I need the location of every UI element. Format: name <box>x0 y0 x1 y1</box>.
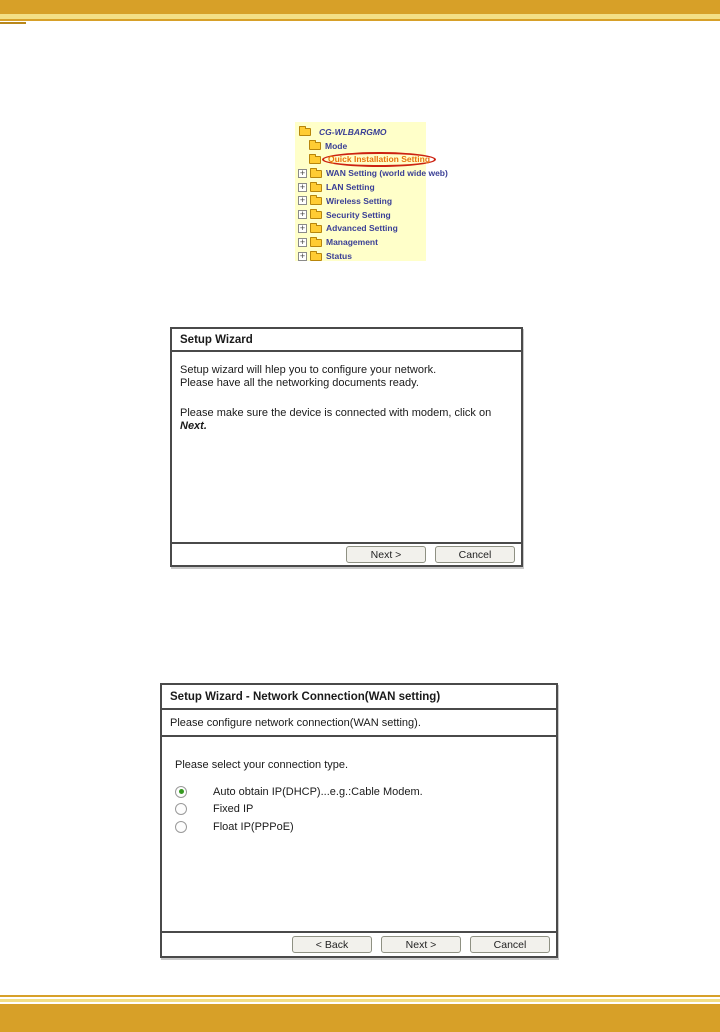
tree-item-lan-setting[interactable] <box>298 180 426 194</box>
radio-0[interactable] <box>175 786 187 798</box>
dialog-button-bar <box>162 931 556 956</box>
top-thin-line <box>0 19 720 21</box>
bottom-gold-bar <box>0 1004 720 1032</box>
tree-item-advanced-setting[interactable] <box>298 222 426 236</box>
radio-1[interactable] <box>175 803 187 815</box>
folder-icon <box>310 197 322 205</box>
next-button[interactable]: Next > <box>381 936 461 953</box>
bottom-thin-line <box>0 995 720 997</box>
body-line-3 <box>180 407 513 433</box>
top-left-dash <box>0 22 26 24</box>
option-row-pppoe <box>175 818 548 836</box>
tree-item-label: Advanced Setting <box>326 223 398 234</box>
dialog-body <box>172 354 521 542</box>
top-gold-bar <box>0 0 720 14</box>
tree-root-label: CG-WLBARGMO <box>319 126 387 137</box>
body-line-3-text: Please make sure the device is connected with modem, click on <box>180 407 492 419</box>
expand-plus-icon[interactable]: + <box>299 222 306 233</box>
folder-icon <box>310 239 322 247</box>
folder-icon <box>310 253 322 261</box>
option-row-fixed-ip <box>175 801 548 819</box>
folder-icon <box>310 184 322 192</box>
body-line-1: Setup wizard will hlep you to configure your network. <box>180 364 437 376</box>
tree-item-label: Wireless Setting <box>326 195 393 206</box>
folder-icon <box>310 225 322 233</box>
folder-icon <box>310 170 322 178</box>
tree-item-label: Mode <box>325 140 348 151</box>
expand-plus-icon[interactable]: + <box>299 209 306 220</box>
tree-item-management[interactable] <box>298 235 426 249</box>
option-row-dhcp <box>175 783 548 801</box>
setup-wizard-dialog <box>170 327 523 567</box>
tree-item-status[interactable] <box>298 249 426 263</box>
tree-item-label: WAN Setting (world wide web) <box>326 168 448 179</box>
tree-item-security-setting[interactable] <box>298 208 426 222</box>
radio-2[interactable] <box>175 821 187 833</box>
body-line-3-emphasis: Next. <box>180 420 207 432</box>
expand-plus-icon[interactable]: + <box>299 250 306 261</box>
option-label: Auto obtain IP(DHCP)...e.g.:Cable Modem. <box>213 785 423 798</box>
back-button[interactable]: < Back <box>292 936 372 953</box>
folder-icon <box>309 156 321 164</box>
connection-type-prompt: Please select your connection type. <box>175 759 349 771</box>
folder-icon <box>310 211 322 219</box>
tree-item-label: LAN Setting <box>326 182 375 193</box>
cancel-button[interactable]: Cancel <box>435 546 515 563</box>
tree-root[interactable] <box>298 125 426 139</box>
expand-plus-icon[interactable]: + <box>299 236 306 247</box>
folder-icon <box>309 142 321 150</box>
body-line-2: Please have all the networking documents ready. <box>180 377 419 389</box>
tree-item-label: Status <box>326 251 352 262</box>
tree-item-quick-installation-setting[interactable] <box>298 153 431 167</box>
cancel-button[interactable]: Cancel <box>470 936 550 953</box>
next-button[interactable]: Next > <box>346 546 426 563</box>
option-label: Float IP(PPPoE) <box>213 820 294 833</box>
expand-plus-icon[interactable]: + <box>299 195 306 206</box>
dialog-subtitle: Please configure network connection(WAN setting). <box>162 710 556 737</box>
option-label: Fixed IP <box>213 803 254 816</box>
tree-item-mode[interactable] <box>298 139 426 153</box>
tree-item-label: Management <box>326 237 378 248</box>
tree-item-wan-setting[interactable] <box>298 166 448 180</box>
nav-tree-panel <box>295 122 448 262</box>
tree-item-label-highlighted: Quick Installation Setting <box>322 152 436 167</box>
expand-plus-icon[interactable]: + <box>299 167 306 178</box>
dialog-body <box>162 739 556 931</box>
radio-selected-dot <box>179 789 184 794</box>
open-folder-icon <box>299 128 311 136</box>
dialog-title: Setup Wizard - Network Connection(WAN setting) <box>162 685 556 710</box>
dialog-button-bar <box>172 542 521 565</box>
setup-wizard-wan-dialog <box>160 683 558 958</box>
tree-item-label: Security Setting <box>326 209 391 220</box>
dialog-title: Setup Wizard <box>172 329 521 352</box>
tree-item-wireless-setting[interactable] <box>298 194 426 208</box>
expand-plus-icon[interactable]: + <box>299 181 306 192</box>
bottom-pale-line <box>0 999 720 1002</box>
